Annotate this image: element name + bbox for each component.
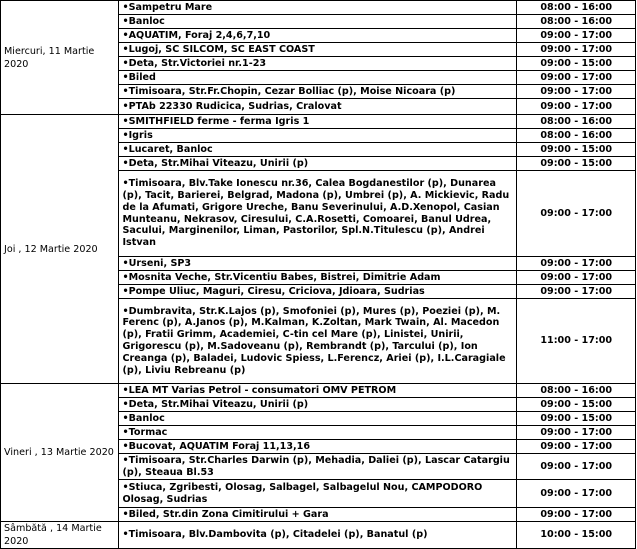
- time-cell: 09:00 - 17:00: [517, 43, 636, 57]
- time-cell: 08:00 - 16:00: [517, 384, 636, 398]
- location-cell: •Sampetru Mare: [119, 1, 517, 15]
- location-cell: •AQUATIM, Foraj 2,4,6,7,10: [119, 29, 517, 43]
- day-cell: Sâmbătă , 14 Martie 2020: [1, 522, 119, 549]
- time-cell: 09:00 - 17:00: [517, 257, 636, 271]
- location-cell: •Urseni, SP3: [119, 257, 517, 271]
- table-row: [1, 1, 636, 15]
- location-cell: •Mosnita Veche, Str.Vicentiu Babes, Bistrei, Dimitrie Adam: [119, 271, 517, 285]
- time-cell: 08:00 - 16:00: [517, 15, 636, 29]
- location-cell: •LEA MT Varias Petrol - consumatori OMV PETROM: [119, 384, 517, 398]
- time-cell: 09:00 - 17:00: [517, 426, 636, 440]
- day-cell: Vineri , 13 Martie 2020: [1, 384, 119, 522]
- location-cell: •SMITHFIELD ferme - ferma Igris 1: [119, 115, 517, 129]
- time-cell: 09:00 - 17:00: [517, 71, 636, 85]
- time-cell: 09:00 - 17:00: [517, 508, 636, 522]
- location-cell: •Dumbravita, Str.K.Lajos (p), Smofoniei (p), Mures (p), Poeziei (p), M. Ferenc (p), A.Janos (p), M.Kalman, K.Zoltan, Mark Twain, Al. Macedon (p), Fratii Grimm, Academiei, C-tin cel Mare (p), Linistei, Unirii, Grigorescu (p), M.Sadoveanu (p), Rembrandt (p), Tarcului (p), Ion Creanga (p), Baladei, Ludovic Spiess, L.Ferencz, Ariei (p), I.L.Caragiale (p), Liviu Rebreanu (p): [119, 299, 517, 384]
- time-cell: 09:00 - 17:00: [517, 85, 636, 99]
- location-cell: •Lucaret, Banloc: [119, 143, 517, 157]
- location-cell: •Banloc: [119, 15, 517, 29]
- time-cell: 09:00 - 17:00: [517, 440, 636, 454]
- time-cell: 09:00 - 15:00: [517, 412, 636, 426]
- location-cell: •Stiuca, Zgribesti, Olosag, Salbagel, Salbagelul Nou, CAMPODORO Olosag, Sudrias: [119, 480, 517, 508]
- time-cell: 09:00 - 17:00: [517, 171, 636, 257]
- time-cell: 09:00 - 17:00: [517, 454, 636, 480]
- location-cell: •Bucovat, AQUATIM Foraj 11,13,16: [119, 440, 517, 454]
- time-cell: 08:00 - 16:00: [517, 1, 636, 15]
- time-cell: 09:00 - 17:00: [517, 29, 636, 43]
- time-cell: 08:00 - 16:00: [517, 115, 636, 129]
- day-cell: Miercuri, 11 Martie 2020: [1, 1, 119, 115]
- location-cell: •Deta, Str.Victoriei nr.1-23: [119, 57, 517, 71]
- location-cell: •Igris: [119, 129, 517, 143]
- time-cell: 11:00 - 17:00: [517, 299, 636, 384]
- time-cell: 09:00 - 15:00: [517, 143, 636, 157]
- time-cell: 09:00 - 17:00: [517, 271, 636, 285]
- table-row: [1, 384, 636, 398]
- location-cell: •Timisoara, Blv.Dambovita (p), Citadelei (p), Banatul (p): [119, 522, 517, 549]
- location-cell: •Deta, Str.Mihai Viteazu, Unirii (p): [119, 398, 517, 412]
- time-cell: 09:00 - 15:00: [517, 157, 636, 171]
- time-cell: 08:00 - 16:00: [517, 129, 636, 143]
- location-cell: •Timisoara, Blv.Take Ionescu nr.36, Calea Bogdanestilor (p), Dunarea (p), Tacit, Barierei, Belgrad, Madona (p), Umbrei (p), A. Mickievic, Radu de la Afumati, Grigore Ureche, Banu Severinului, A.D.Xenopol, Casian Munteanu, Nekrasov, Ciresului, C.A.Rosetti, Comoarei, Banul Udrea, Sacului, Marginenilor, Liman, Pastorilor, Spl.N.Titulescu (p), Andrei Istvan: [119, 171, 517, 257]
- time-cell: 09:00 - 17:00: [517, 480, 636, 508]
- time-cell: 09:00 - 15:00: [517, 398, 636, 412]
- location-cell: •Tormac: [119, 426, 517, 440]
- location-cell: •Deta, Str.Mihai Viteazu, Unirii (p): [119, 157, 517, 171]
- location-cell: •PTAb 22330 Rudicica, Sudrias, Cralovat: [119, 99, 517, 115]
- location-cell: •Lugoj, SC SILCOM, SC EAST COAST: [119, 43, 517, 57]
- location-cell: •Pompe Uliuc, Maguri, Ciresu, Criciova, Jdioara, Sudrias: [119, 285, 517, 299]
- location-cell: •Banloc: [119, 412, 517, 426]
- table-row: [1, 115, 636, 129]
- location-cell: •Biled: [119, 71, 517, 85]
- location-cell: •Biled, Str.din Zona Cimitirului + Gara: [119, 508, 517, 522]
- time-cell: 09:00 - 17:00: [517, 99, 636, 115]
- location-cell: •Timisoara, Str.Charles Darwin (p), Mehadia, Daliei (p), Lascar Catargiu (p), Steaua Bl.53: [119, 454, 517, 480]
- time-cell: 09:00 - 17:00: [517, 285, 636, 299]
- time-cell: 10:00 - 15:00: [517, 522, 636, 549]
- time-cell: 09:00 - 15:00: [517, 57, 636, 71]
- table-row: [1, 522, 636, 549]
- day-cell: Joi , 12 Martie 2020: [1, 115, 119, 384]
- location-cell: •Timisoara, Str.Fr.Chopin, Cezar Bolliac (p), Moise Nicoara (p): [119, 85, 517, 99]
